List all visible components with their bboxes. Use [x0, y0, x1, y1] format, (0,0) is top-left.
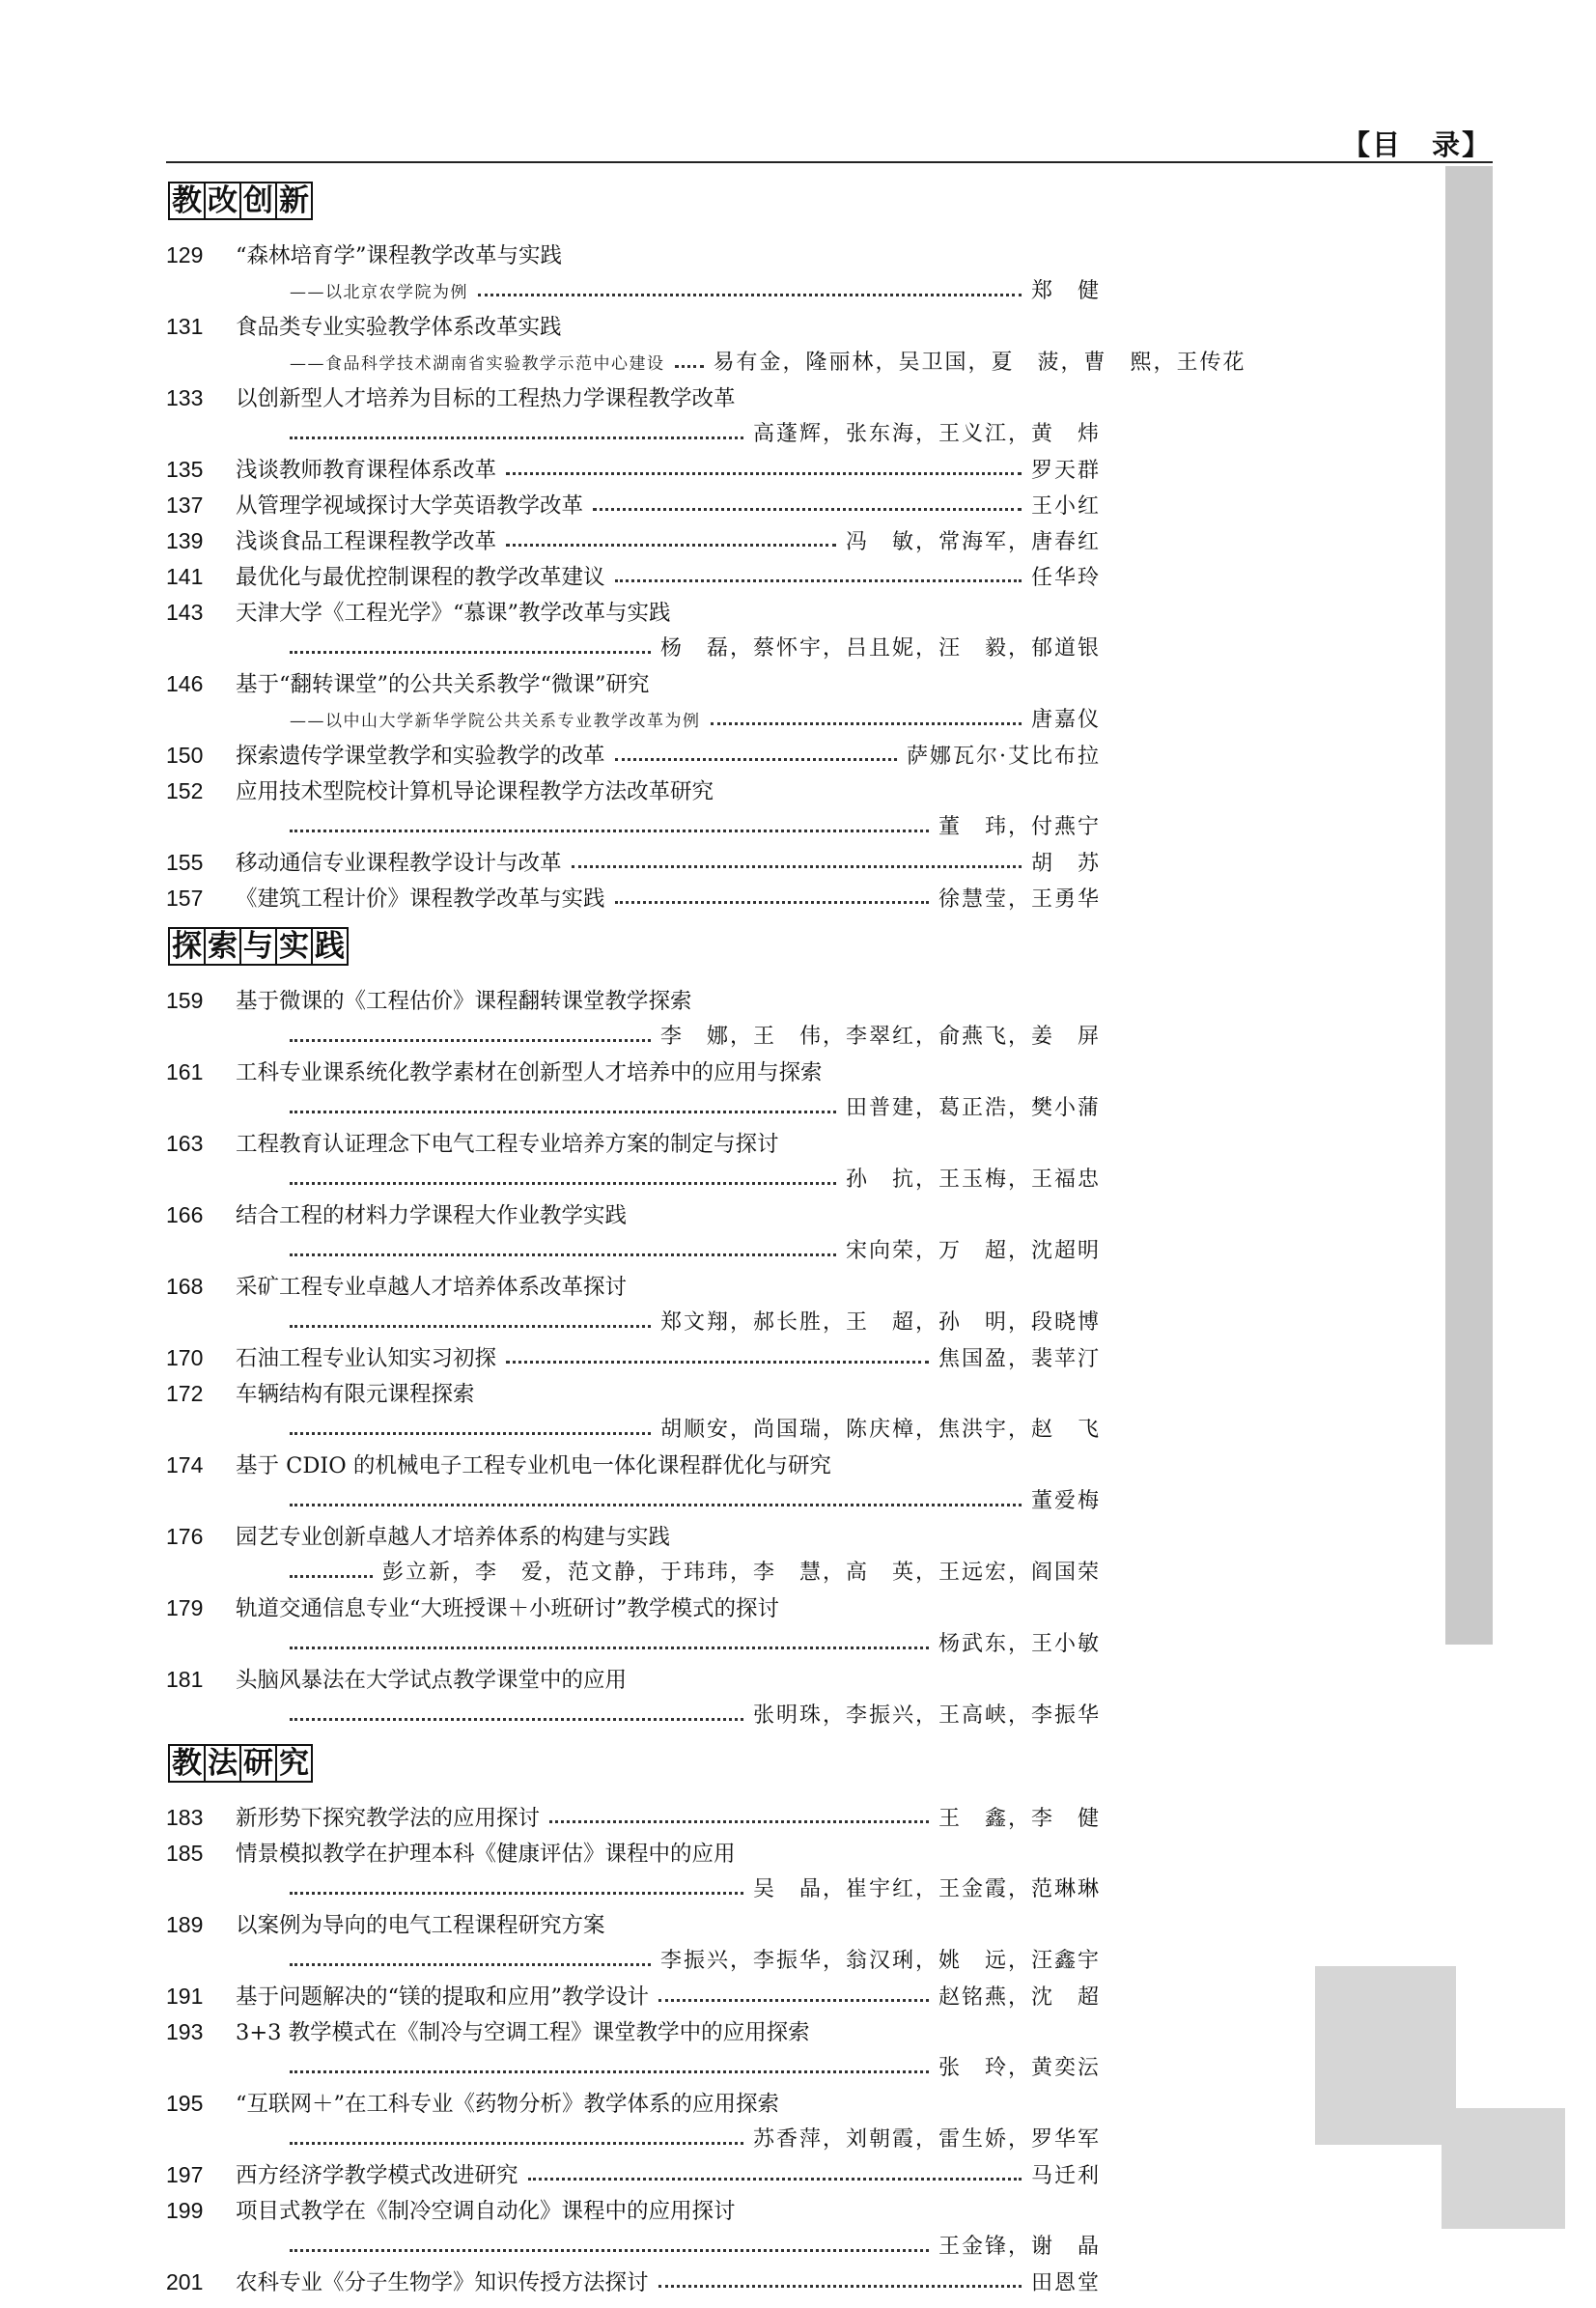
page-number: 157 — [166, 886, 204, 911]
page-number: 174 — [166, 1452, 204, 1478]
article-authors: 唐嘉仪 — [1030, 708, 1101, 732]
section-title-char: 实 — [275, 927, 313, 966]
toc-entry[interactable] — [166, 1979, 1101, 2014]
toc-entry-author-line — [166, 2050, 1101, 2086]
toc-entry[interactable] — [166, 1055, 1101, 1126]
article-title: 头脑风暴法在大学试点教学课堂中的应用 — [236, 1668, 628, 1693]
dot-leader — [658, 1999, 929, 2002]
article-title: 移动通信专业课程教学设计与改革 — [236, 851, 562, 876]
section-title-char: 教 — [168, 1744, 206, 1783]
toc-entry-author-line — [166, 1162, 1101, 1197]
corner-block-decoration — [1315, 1966, 1456, 2039]
toc-entry-line — [166, 881, 1101, 916]
section-title-char: 研 — [239, 1744, 277, 1783]
article-authors: 冯 敏，常海军，唐春红 — [845, 530, 1101, 554]
toc-entry-line — [166, 309, 1101, 345]
article-title: 基于微课的《工程估价》课程翻转课堂教学探索 — [236, 989, 692, 1014]
page-number: 166 — [166, 1202, 204, 1227]
toc-entry-author-line — [166, 1305, 1101, 1340]
article-title: “森林培育学”课程教学改革与实践 — [236, 243, 563, 268]
article-title: 浅谈教师教育课程体系改革 — [236, 458, 497, 483]
dot-leader — [290, 2142, 743, 2145]
page-number: 131 — [166, 314, 204, 339]
article-authors: 彭立新，李 爱，范文静，于玮玮，李 慧，高 英，王远宏，阎国荣 — [381, 1561, 1101, 1585]
toc-entry-author-line — [166, 416, 1101, 452]
section-title-char: 索 — [204, 927, 241, 966]
toc-entry[interactable] — [166, 881, 1101, 916]
toc-entry-line — [166, 1448, 1101, 1483]
toc-entry[interactable] — [166, 774, 1101, 845]
section-title — [168, 1744, 311, 1783]
article-title: 西方经济学教学模式改进研究 — [236, 2163, 518, 2188]
toc-entry-line — [166, 983, 1101, 1019]
toc-entry-line — [166, 1662, 1101, 1698]
toc-entry-subtitle-line — [166, 702, 1101, 738]
toc-entry-line — [166, 2265, 1101, 2300]
toc-entry[interactable] — [166, 1126, 1101, 1197]
dot-leader — [572, 865, 1022, 868]
page-number: 141 — [166, 564, 204, 589]
dot-leader — [593, 508, 1022, 511]
toc-entry-subtitle-line — [166, 345, 1246, 380]
page-number: 152 — [166, 778, 204, 803]
article-title: 最优化与最优控制课程的教学改革建议 — [236, 565, 605, 590]
toc-entry-line — [166, 1269, 1101, 1305]
page-header-label: 【目 录】 — [1341, 128, 1492, 161]
dot-leader — [675, 365, 704, 368]
toc-entry-line — [166, 1519, 1101, 1555]
article-authors: 王金锋，谢 晶 — [938, 2235, 1101, 2259]
section-title-char: 究 — [275, 1744, 313, 1783]
dot-leader — [290, 1182, 836, 1185]
section-title-char: 创 — [239, 182, 277, 220]
dot-leader — [528, 2178, 1022, 2181]
page-number: 161 — [166, 1059, 204, 1084]
page-number: 181 — [166, 1667, 204, 1692]
toc-entry-line — [166, 2157, 1101, 2193]
toc-section — [166, 1741, 1101, 2300]
table-of-contents — [166, 179, 1246, 2308]
article-title: 采矿工程专业卓越人才培养体系改革探讨 — [236, 1275, 628, 1300]
toc-section — [166, 924, 1101, 1733]
toc-entry-line — [166, 1836, 1101, 1872]
article-subtitle: ——以北京农学院为例 — [290, 283, 468, 302]
article-title: 工科专业课系统化教学素材在创新型人才培养中的应用与探索 — [236, 1060, 823, 1085]
article-authors: 胡顺安，尚国瑞，陈庆樟，焦洪宇，赵 飞 — [659, 1418, 1101, 1442]
article-authors: 赵铭燕，沈 超 — [938, 1985, 1101, 2010]
page-number: 143 — [166, 600, 204, 625]
toc-entry-line — [166, 666, 1101, 702]
toc-entry-line — [166, 774, 1101, 809]
dot-leader — [290, 1892, 743, 1895]
article-authors: 吴 晶，崔宇红，王金霞，范琳琳 — [752, 1877, 1101, 1901]
toc-entry-subtitle-line — [166, 273, 1101, 309]
page-number: 199 — [166, 2198, 204, 2223]
article-title: 新形势下探究教学法的应用探讨 — [236, 1806, 541, 1831]
toc-entry[interactable] — [166, 1662, 1101, 1733]
toc-entry-line — [166, 452, 1101, 488]
toc-entry-author-line — [166, 1626, 1101, 1662]
page-number: 193 — [166, 2019, 204, 2044]
article-authors: 杨武东，王小敏 — [938, 1632, 1101, 1656]
article-authors: 孙 抗，王玉梅，王福忠 — [845, 1168, 1101, 1192]
dot-leader — [290, 830, 929, 832]
toc-section — [166, 179, 1246, 916]
toc-entry-line — [166, 1590, 1101, 1626]
toc-entry-line — [166, 2193, 1101, 2229]
toc-entry[interactable] — [166, 523, 1101, 559]
dot-leader — [290, 1432, 651, 1435]
article-title: 天津大学《工程光学》“慕课”教学改革与实践 — [236, 601, 671, 626]
page-number: 189 — [166, 1912, 204, 1937]
article-authors: 苏香萍，刘朝霞，雷生娇，罗华军 — [752, 2127, 1101, 2152]
article-title: 工程教育认证理念下电气工程专业培养方案的制定与探讨 — [236, 1132, 779, 1157]
toc-entry-line — [166, 1800, 1101, 1836]
toc-entry-line — [166, 845, 1101, 881]
dot-leader — [290, 1504, 1022, 1506]
dot-leader — [290, 1963, 651, 1966]
article-authors: 马迁利 — [1030, 2164, 1101, 2188]
article-title: 基于“翻转课堂”的公共关系教学“微课”研究 — [236, 672, 650, 697]
dot-leader — [506, 472, 1022, 475]
page-number: 176 — [166, 1524, 204, 1549]
dot-leader — [290, 1325, 651, 1328]
dot-leader — [615, 901, 929, 904]
article-title: 以创新型人才培养为目标的工程热力学课程教学改革 — [236, 386, 736, 411]
article-subtitle: ——以中山大学新华学院公共关系专业教学改革为例 — [290, 712, 701, 731]
page-number: 179 — [166, 1595, 204, 1620]
article-subtitle: ——食品科学技术湖南省实验教学示范中心建设 — [290, 354, 665, 374]
page-number: 155 — [166, 850, 204, 875]
article-authors: 任华玲 — [1030, 566, 1101, 590]
toc-entry-line — [166, 1340, 1101, 1376]
page-number: 135 — [166, 457, 204, 482]
toc-entry-line — [166, 1197, 1101, 1233]
article-authors: 田恩堂 — [1030, 2271, 1101, 2295]
article-title: 从管理学视域探讨大学英语教学改革 — [236, 493, 584, 519]
dot-leader — [615, 579, 1022, 582]
toc-entry-line — [166, 380, 1101, 416]
toc-entry-line — [166, 523, 1101, 559]
page-number: 137 — [166, 493, 204, 518]
section-title — [168, 927, 347, 966]
toc-entry-line — [166, 559, 1101, 595]
toc-entry[interactable] — [166, 845, 1101, 881]
article-title: 园艺专业创新卓越人才培养体系的构建与实践 — [236, 1525, 671, 1550]
toc-entry[interactable] — [166, 1907, 1101, 1979]
toc-entry-author-line — [166, 1483, 1101, 1519]
page-number: 172 — [166, 1381, 204, 1406]
toc-entry-author-line — [166, 2229, 1101, 2265]
page-number: 129 — [166, 242, 204, 267]
section-title-char: 与 — [239, 927, 277, 966]
article-title: 基于问题解决的“镁的提取和应用”教学设计 — [236, 1984, 650, 2010]
page-number: 139 — [166, 528, 204, 553]
toc-entry-line — [166, 738, 1101, 774]
section-title-char: 改 — [204, 182, 241, 220]
article-title: 3+3 教学模式在《制冷与空调工程》课堂教学中的应用探索 — [236, 2020, 810, 2045]
header-rule — [166, 161, 1493, 163]
page-number: 191 — [166, 1984, 204, 2009]
article-title: 石油工程专业认知实习初探 — [236, 1346, 497, 1371]
article-authors: 张明珠，李振兴，王高峡，李振华 — [752, 1703, 1101, 1728]
article-authors: 郑 健 — [1030, 279, 1101, 303]
page-number: 133 — [166, 385, 204, 410]
dot-leader — [506, 544, 836, 547]
article-authors: 董爱梅 — [1030, 1489, 1101, 1513]
page-number: 170 — [166, 1345, 204, 1370]
dot-leader — [290, 1647, 929, 1649]
article-title: 农科专业《分子生物学》知识传授方法探讨 — [236, 2270, 649, 2295]
page-number: 185 — [166, 1841, 204, 1866]
dot-leader — [290, 1039, 651, 1042]
article-authors: 杨 磊，蔡怀宇，吕且妮，汪 毅，郁道银 — [659, 636, 1101, 661]
article-authors: 李 娜，王 伟，李翠红，俞燕飞，姜 屏 — [659, 1025, 1101, 1049]
article-title: “互联网＋”在工科专业《药物分析》教学体系的应用探索 — [236, 2092, 780, 2117]
article-authors: 高蓬辉，张东海，王义江，黄 炜 — [752, 422, 1101, 446]
article-authors: 董 玮，付燕宁 — [938, 815, 1101, 839]
toc-entry-author-line — [166, 1233, 1101, 1269]
article-authors: 易有金，隆丽林，吴卫国，夏 菠，曹 熙，王传花 — [713, 351, 1246, 375]
dot-leader — [290, 436, 743, 439]
toc-entry[interactable] — [166, 2157, 1101, 2193]
section-title-char: 法 — [204, 1744, 241, 1783]
toc-entry[interactable] — [166, 452, 1101, 488]
toc-entry[interactable] — [166, 1376, 1101, 1448]
toc-entry[interactable] — [166, 666, 1101, 738]
section-title-char: 教 — [168, 182, 206, 220]
toc-entry[interactable] — [166, 1197, 1101, 1269]
toc-entry-line — [166, 595, 1101, 631]
article-authors: 王 鑫，李 健 — [938, 1807, 1101, 1831]
article-authors: 罗天群 — [1030, 459, 1101, 483]
toc-entry-author-line — [166, 1555, 1101, 1590]
article-title: 探索遗传学课堂教学和实验教学的改革 — [236, 744, 605, 769]
toc-entry[interactable] — [166, 2265, 1101, 2300]
toc-entry[interactable] — [166, 983, 1101, 1055]
toc-entry-line — [166, 1376, 1101, 1412]
toc-entry[interactable] — [166, 1836, 1101, 1907]
article-title: 情景模拟教学在护理本科《健康评估》课程中的应用 — [236, 1842, 736, 1867]
article-authors: 王小红 — [1030, 494, 1101, 519]
toc-entry[interactable] — [166, 1448, 1101, 1519]
corner-block-decoration — [1380, 2145, 1442, 2188]
article-authors: 郑文翔，郝长胜，王 超，孙 明，段晓博 — [659, 1310, 1101, 1335]
toc-entry-line — [166, 2086, 1101, 2122]
page-number: 163 — [166, 1131, 204, 1156]
article-title: 项目式教学在《制冷空调自动化》课程中的应用探讨 — [236, 2199, 736, 2224]
dot-leader — [290, 2070, 929, 2073]
dot-leader — [478, 294, 1022, 296]
page-number: 201 — [166, 2269, 204, 2294]
toc-entry-line — [166, 1126, 1101, 1162]
dot-leader — [711, 722, 1022, 725]
toc-entry[interactable] — [166, 1590, 1101, 1662]
page-number: 150 — [166, 743, 204, 768]
dot-leader — [615, 758, 897, 761]
toc-entry[interactable] — [166, 595, 1101, 666]
toc-entry-line — [166, 238, 1101, 273]
section-title-char: 新 — [275, 182, 313, 220]
dot-leader — [290, 651, 651, 654]
article-title: 结合工程的材料力学课程大作业教学实践 — [236, 1203, 628, 1228]
page-number: 197 — [166, 2162, 204, 2187]
toc-entry[interactable] — [166, 2014, 1101, 2086]
article-title: 应用技术型院校计算机导论课程教学方法改革研究 — [236, 779, 714, 804]
section-title — [168, 182, 311, 220]
article-authors: 萨娜瓦尔·艾比布拉 — [907, 745, 1101, 769]
toc-entry-author-line — [166, 2122, 1101, 2157]
article-authors: 李振兴，李振华，翁汉琍，姚 远，汪鑫宇 — [659, 1949, 1101, 1973]
article-authors: 徐慧莹，王勇华 — [938, 887, 1101, 912]
article-authors: 焦国盈，裴苹汀 — [938, 1347, 1101, 1371]
toc-entry-author-line — [166, 1698, 1101, 1733]
dot-leader — [290, 2249, 929, 2252]
toc-entry-line — [166, 488, 1101, 523]
toc-entry-author-line — [166, 631, 1101, 666]
toc-entry[interactable] — [166, 2193, 1101, 2265]
article-title: 《建筑工程计价》课程教学改革与实践 — [236, 887, 605, 912]
toc-entry-author-line — [166, 1412, 1101, 1448]
toc-entry[interactable] — [166, 1340, 1101, 1376]
article-authors: 张 玲，黄奕沄 — [938, 2056, 1101, 2080]
toc-entry-author-line — [166, 809, 1101, 845]
toc-entry[interactable] — [166, 380, 1101, 452]
article-authors: 胡 苏 — [1030, 852, 1101, 876]
toc-entry-author-line — [166, 1090, 1101, 1126]
page-number: 168 — [166, 1274, 204, 1299]
page-number: 146 — [166, 671, 204, 696]
toc-entry-author-line — [166, 1019, 1101, 1055]
dot-leader — [290, 1575, 373, 1578]
dot-leader — [290, 1253, 836, 1256]
article-title: 轨道交通信息专业“大班授课＋小班研讨”教学模式的探讨 — [236, 1596, 780, 1621]
article-authors: 宋向荣，万 超，沈超明 — [845, 1239, 1101, 1263]
toc-entry[interactable] — [166, 309, 1246, 380]
article-title: 食品类专业实验教学体系改革实践 — [236, 315, 562, 340]
toc-entry[interactable] — [166, 1269, 1101, 1340]
toc-entry-author-line — [166, 1872, 1101, 1907]
toc-entry[interactable] — [166, 488, 1101, 523]
toc-entry-line — [166, 1907, 1101, 1943]
page-number: 159 — [166, 988, 204, 1013]
page-number: 183 — [166, 1805, 204, 1830]
article-title: 以案例为导向的电气工程课程研究方案 — [236, 1913, 605, 1938]
toc-entry[interactable] — [166, 559, 1101, 595]
article-title: 浅谈食品工程课程教学改革 — [236, 529, 497, 554]
dot-leader — [658, 2285, 1022, 2288]
dot-leader — [290, 1718, 743, 1721]
article-authors: 田普建，葛正浩，樊小蒲 — [845, 1096, 1101, 1120]
toc-entry-author-line — [166, 1943, 1101, 1979]
dot-leader — [506, 1361, 929, 1364]
dot-leader — [549, 1820, 929, 1823]
side-bar-decoration — [1445, 166, 1493, 1645]
toc-entry-line — [166, 1055, 1101, 1090]
toc-entry-line — [166, 1979, 1101, 2014]
article-title: 基于 CDIO 的机械电子工程专业机电一体化课程群优化与研究 — [236, 1453, 831, 1478]
toc-entry[interactable] — [166, 738, 1101, 774]
article-title: 车辆结构有限元课程探索 — [236, 1382, 475, 1407]
page-number: 195 — [166, 2091, 204, 2116]
toc-entry[interactable] — [166, 238, 1101, 309]
toc-entry-line — [166, 2014, 1101, 2050]
dot-leader — [290, 1111, 836, 1113]
toc-entry[interactable] — [166, 1519, 1101, 1590]
section-title-char: 探 — [168, 927, 206, 966]
toc-entry[interactable] — [166, 2086, 1101, 2157]
section-title-char: 践 — [311, 927, 349, 966]
corner-block-decoration — [1442, 2108, 1565, 2229]
toc-entry[interactable] — [166, 1800, 1101, 1836]
